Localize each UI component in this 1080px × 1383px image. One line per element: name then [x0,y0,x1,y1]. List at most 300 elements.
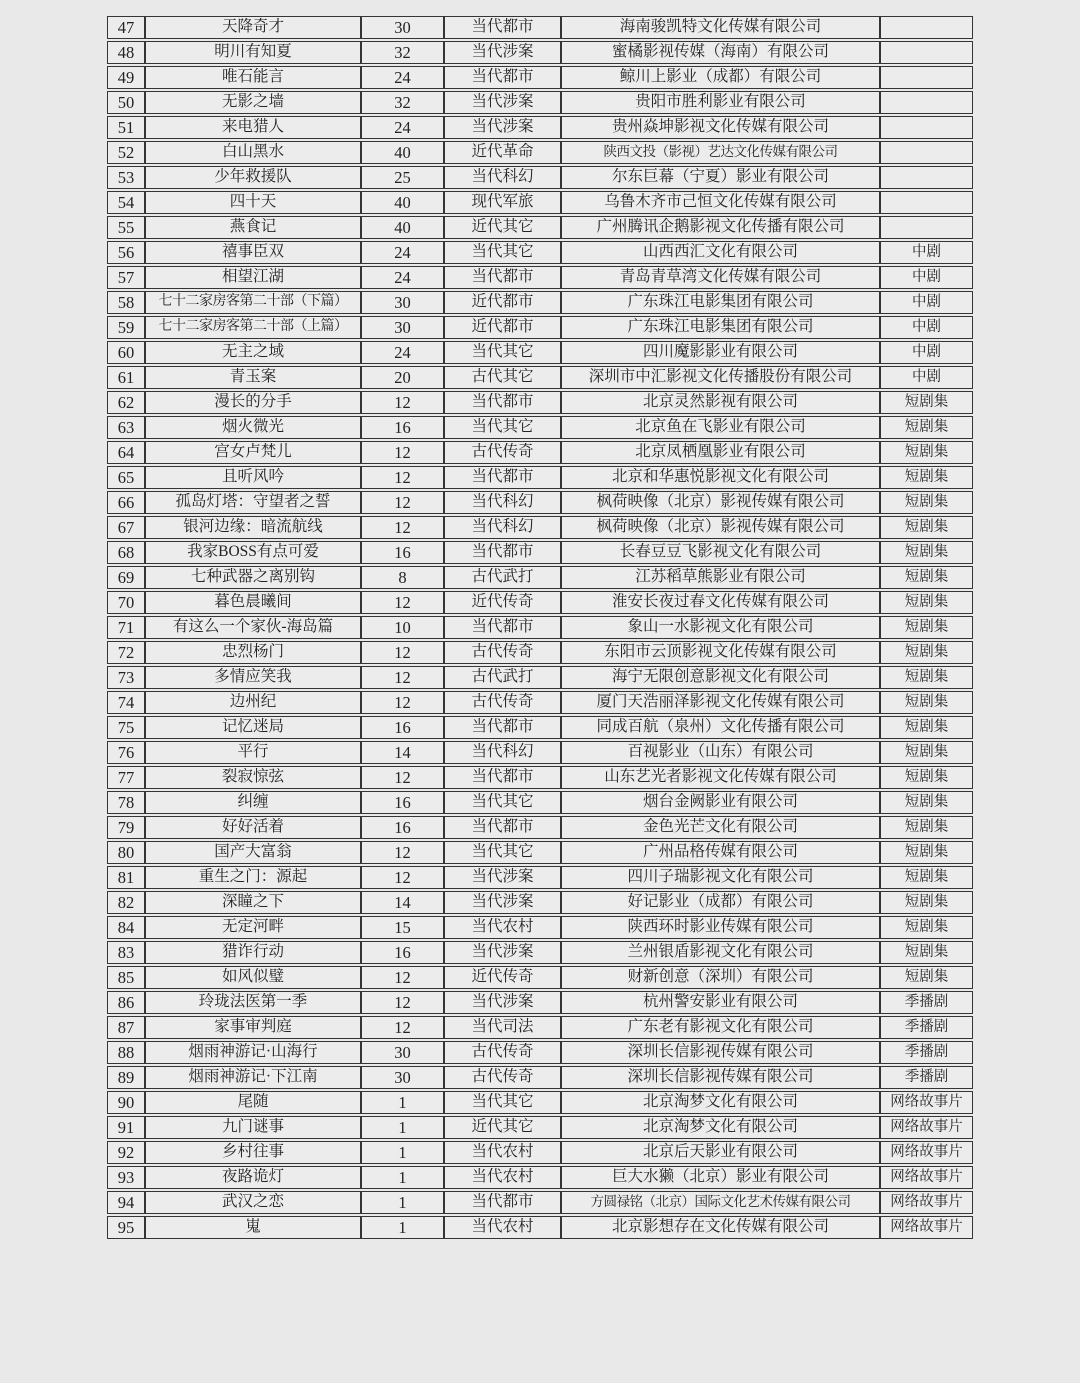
row-number-cell: 83 [107,941,145,964]
title-cell: 七十二家房客第二十部（上篇） [145,316,361,339]
company-cell: 北京凤栖凰影业有限公司 [561,441,880,464]
episodes-cell: 12 [361,866,444,889]
episodes-cell: 1 [361,1166,444,1189]
episodes-cell: 12 [361,966,444,989]
table-row [107,416,973,439]
company-cell: 北京淘梦文化有限公司 [561,1116,880,1139]
company-cell: 广州品格传媒有限公司 [561,841,880,864]
table-row [107,641,973,664]
title-cell: 禧事臣双 [145,241,361,264]
episodes-cell: 12 [361,1016,444,1039]
table-row [107,566,973,589]
episodes-cell: 30 [361,16,444,39]
title-cell: 烟雨神游记·山海行 [145,1041,361,1064]
category-cell: 网络故事片 [880,1216,973,1239]
table-row [107,141,973,164]
row-number-cell: 85 [107,966,145,989]
table-row [107,841,973,864]
row-number-cell: 51 [107,116,145,139]
genre-cell: 当代科幻 [444,741,561,764]
category-cell: 短剧集 [880,691,973,714]
category-cell: 短剧集 [880,591,973,614]
category-cell: 短剧集 [880,666,973,689]
table-row [107,291,973,314]
episodes-cell: 12 [361,766,444,789]
title-cell: 无定河畔 [145,916,361,939]
episodes-cell: 16 [361,816,444,839]
company-cell: 枫荷映像（北京）影视传媒有限公司 [561,516,880,539]
episodes-cell: 12 [361,641,444,664]
category-cell: 短剧集 [880,966,973,989]
episodes-cell: 30 [361,316,444,339]
title-cell: 重生之门：源起 [145,866,361,889]
genre-cell: 近代革命 [444,141,561,164]
table-row [107,941,973,964]
title-cell: 好好活着 [145,816,361,839]
company-cell: 深圳长信影视传媒有限公司 [561,1041,880,1064]
company-cell: 财新创意（深圳）有限公司 [561,966,880,989]
genre-cell: 当代都市 [444,1191,561,1214]
company-cell: 方圆禄铭（北京）国际文化艺术传媒有限公司 [561,1191,880,1214]
company-cell: 北京后天影业有限公司 [561,1141,880,1164]
table-row [107,166,973,189]
title-cell: 宫女卢梵儿 [145,441,361,464]
row-number-cell: 76 [107,741,145,764]
episodes-cell: 32 [361,91,444,114]
table-row [107,91,973,114]
category-cell: 短剧集 [880,741,973,764]
category-cell: 短剧集 [880,466,973,489]
row-number-cell: 68 [107,541,145,564]
table-row [107,66,973,89]
table-row [107,516,973,539]
genre-cell: 当代司法 [444,1016,561,1039]
company-cell: 山东艺光者影视文化传媒有限公司 [561,766,880,789]
table-row [107,266,973,289]
category-cell: 短剧集 [880,491,973,514]
genre-cell: 当代其它 [444,791,561,814]
title-cell: 白山黑水 [145,141,361,164]
genre-cell: 当代科幻 [444,491,561,514]
genre-cell: 近代传奇 [444,591,561,614]
company-cell: 北京灵然影视有限公司 [561,391,880,414]
episodes-cell: 30 [361,1066,444,1089]
genre-cell: 古代武打 [444,566,561,589]
row-number-cell: 88 [107,1041,145,1064]
row-number-cell: 75 [107,716,145,739]
title-cell: 孤岛灯塔：守望者之誓 [145,491,361,514]
title-cell: 忠烈杨门 [145,641,361,664]
category-cell [880,66,973,89]
category-cell: 中剧 [880,291,973,314]
episodes-cell: 16 [361,791,444,814]
episodes-cell: 14 [361,741,444,764]
table-row [107,1191,973,1214]
genre-cell: 当代涉案 [444,941,561,964]
row-number-cell: 71 [107,616,145,639]
episodes-cell: 16 [361,541,444,564]
row-number-cell: 58 [107,291,145,314]
category-cell: 短剧集 [880,441,973,464]
genre-cell: 古代武打 [444,666,561,689]
title-cell: 烟火微光 [145,416,361,439]
row-number-cell: 66 [107,491,145,514]
row-number-cell: 52 [107,141,145,164]
title-cell: 嵬 [145,1216,361,1239]
company-cell: 广东珠江电影集团有限公司 [561,316,880,339]
title-cell: 裂寂惊弦 [145,766,361,789]
category-cell: 中剧 [880,366,973,389]
genre-cell: 古代传奇 [444,1041,561,1064]
company-cell: 兰州银盾影视文化有限公司 [561,941,880,964]
category-cell: 短剧集 [880,616,973,639]
genre-cell: 古代传奇 [444,691,561,714]
category-cell [880,191,973,214]
genre-cell: 当代都市 [444,266,561,289]
title-cell: 如风似璧 [145,966,361,989]
row-number-cell: 94 [107,1191,145,1214]
company-cell: 乌鲁木齐市己恒文化传媒有限公司 [561,191,880,214]
company-cell: 海南骏凯特文化传媒有限公司 [561,16,880,39]
company-cell: 陕西文投（影视）艺达文化传媒有限公司 [561,141,880,164]
genre-cell: 当代其它 [444,241,561,264]
table-row [107,766,973,789]
company-cell: 北京和华惠悦影视文化有限公司 [561,466,880,489]
category-cell: 短剧集 [880,916,973,939]
genre-cell: 当代农村 [444,1166,561,1189]
title-cell: 七种武器之离别钩 [145,566,361,589]
row-number-cell: 78 [107,791,145,814]
genre-cell: 当代都市 [444,391,561,414]
row-number-cell: 87 [107,1016,145,1039]
genre-cell: 当代涉案 [444,41,561,64]
title-cell: 且听风吟 [145,466,361,489]
genre-cell: 当代涉案 [444,91,561,114]
category-cell: 短剧集 [880,391,973,414]
genre-cell: 当代涉案 [444,866,561,889]
episodes-cell: 12 [361,591,444,614]
row-number-cell: 70 [107,591,145,614]
episodes-cell: 1 [361,1116,444,1139]
row-number-cell: 92 [107,1141,145,1164]
genre-cell: 古代传奇 [444,641,561,664]
category-cell: 中剧 [880,316,973,339]
episodes-cell: 12 [361,991,444,1014]
company-cell: 巨大水獭（北京）影业有限公司 [561,1166,880,1189]
title-cell: 猎诈行动 [145,941,361,964]
table-row [107,816,973,839]
genre-cell: 当代都市 [444,541,561,564]
row-number-cell: 89 [107,1066,145,1089]
title-cell: 国产大富翁 [145,841,361,864]
title-cell: 有这么一个家伙-海岛篇 [145,616,361,639]
row-number-cell: 50 [107,91,145,114]
episodes-cell: 24 [361,341,444,364]
category-cell [880,91,973,114]
episodes-cell: 12 [361,491,444,514]
genre-cell: 当代都市 [444,816,561,839]
category-cell [880,16,973,39]
table-row [107,991,973,1014]
table-row [107,1116,973,1139]
table-row [107,1066,973,1089]
title-cell: 暮色晨曦间 [145,591,361,614]
table-row [107,1091,973,1114]
title-cell: 纠缠 [145,791,361,814]
row-number-cell: 57 [107,266,145,289]
company-cell: 海宁无限创意影视文化有限公司 [561,666,880,689]
row-number-cell: 55 [107,216,145,239]
row-number-cell: 48 [107,41,145,64]
category-cell: 短剧集 [880,891,973,914]
genre-cell: 当代其它 [444,1091,561,1114]
episodes-cell: 10 [361,616,444,639]
row-number-cell: 61 [107,366,145,389]
category-cell: 短剧集 [880,416,973,439]
company-cell: 金色光芒文化有限公司 [561,816,880,839]
title-cell: 来电猎人 [145,116,361,139]
category-cell: 季播剧 [880,1016,973,1039]
episodes-cell: 40 [361,191,444,214]
episodes-cell: 12 [361,841,444,864]
category-cell: 短剧集 [880,791,973,814]
episodes-cell: 24 [361,116,444,139]
table-row [107,916,973,939]
row-number-cell: 63 [107,416,145,439]
genre-cell: 当代其它 [444,341,561,364]
category-cell [880,41,973,64]
category-cell: 网络故事片 [880,1141,973,1164]
genre-cell: 当代都市 [444,616,561,639]
title-cell: 天降奇才 [145,16,361,39]
table-row [107,716,973,739]
episodes-cell: 8 [361,566,444,589]
row-number-cell: 64 [107,441,145,464]
title-cell: 尾随 [145,1091,361,1114]
table-row [107,1141,973,1164]
title-cell: 青玉案 [145,366,361,389]
episodes-cell: 30 [361,1041,444,1064]
company-cell: 同成百航（泉州）文化传播有限公司 [561,716,880,739]
row-number-cell: 72 [107,641,145,664]
company-cell: 长春豆豆飞影视文化有限公司 [561,541,880,564]
genre-cell: 当代其它 [444,841,561,864]
category-cell [880,141,973,164]
genre-cell: 当代都市 [444,66,561,89]
company-cell: 北京影想存在文化传媒有限公司 [561,1216,880,1239]
category-cell: 中剧 [880,241,973,264]
table-row [107,441,973,464]
episodes-cell: 12 [361,441,444,464]
company-cell: 深圳长信影视传媒有限公司 [561,1066,880,1089]
title-cell: 无影之墙 [145,91,361,114]
category-cell [880,166,973,189]
company-cell: 蜜橘影视传媒（海南）有限公司 [561,41,880,64]
episodes-cell: 15 [361,916,444,939]
episodes-cell: 16 [361,416,444,439]
episodes-cell: 1 [361,1216,444,1239]
genre-cell: 当代都市 [444,716,561,739]
company-cell: 广东珠江电影集团有限公司 [561,291,880,314]
row-number-cell: 53 [107,166,145,189]
table-row [107,866,973,889]
genre-cell: 近代传奇 [444,966,561,989]
row-number-cell: 80 [107,841,145,864]
row-number-cell: 81 [107,866,145,889]
title-cell: 记忆迷局 [145,716,361,739]
table-row [107,341,973,364]
title-cell: 银河边缘：暗流航线 [145,516,361,539]
title-cell: 平行 [145,741,361,764]
episodes-cell: 40 [361,216,444,239]
company-cell: 象山一水影视文化有限公司 [561,616,880,639]
episodes-cell: 24 [361,241,444,264]
genre-cell: 近代其它 [444,216,561,239]
title-cell: 我家BOSS有点可爱 [145,541,361,564]
episodes-cell: 14 [361,891,444,914]
category-cell: 短剧集 [880,941,973,964]
table-row [107,891,973,914]
company-cell: 厦门天浩丽泽影视文化传媒有限公司 [561,691,880,714]
table-row [107,41,973,64]
registry-table-body [107,16,973,1239]
table-row [107,541,973,564]
table-row [107,191,973,214]
episodes-cell: 30 [361,291,444,314]
category-cell: 短剧集 [880,641,973,664]
row-number-cell: 59 [107,316,145,339]
title-cell: 唯石能言 [145,66,361,89]
category-cell [880,116,973,139]
episodes-cell: 20 [361,366,444,389]
row-number-cell: 84 [107,916,145,939]
genre-cell: 当代其它 [444,416,561,439]
category-cell: 季播剧 [880,1066,973,1089]
category-cell: 短剧集 [880,866,973,889]
company-cell: 北京淘梦文化有限公司 [561,1091,880,1114]
episodes-cell: 1 [361,1191,444,1214]
episodes-cell: 12 [361,666,444,689]
category-cell: 网络故事片 [880,1091,973,1114]
genre-cell: 古代传奇 [444,441,561,464]
episodes-cell: 12 [361,516,444,539]
category-cell: 短剧集 [880,716,973,739]
company-cell: 北京鱼在飞影业有限公司 [561,416,880,439]
title-cell: 玲珑法医第一季 [145,991,361,1014]
company-cell: 好记影业（成都）有限公司 [561,891,880,914]
episodes-cell: 12 [361,691,444,714]
drama-registry-table [107,14,973,1241]
category-cell: 短剧集 [880,841,973,864]
company-cell: 广东老有影视文化有限公司 [561,1016,880,1039]
company-cell: 山西西汇文化有限公司 [561,241,880,264]
genre-cell: 当代涉案 [444,116,561,139]
company-cell: 青岛青草湾文化传媒有限公司 [561,266,880,289]
table-row [107,666,973,689]
title-cell: 边州纪 [145,691,361,714]
category-cell: 网络故事片 [880,1191,973,1214]
table-row [107,966,973,989]
table-row [107,591,973,614]
company-cell: 百视影业（山东）有限公司 [561,741,880,764]
episodes-cell: 40 [361,141,444,164]
row-number-cell: 67 [107,516,145,539]
title-cell: 相望江湖 [145,266,361,289]
company-cell: 深圳市中汇影视文化传播股份有限公司 [561,366,880,389]
row-number-cell: 54 [107,191,145,214]
category-cell: 短剧集 [880,766,973,789]
title-cell: 四十天 [145,191,361,214]
company-cell: 广州腾讯企鹅影视文化传播有限公司 [561,216,880,239]
company-cell: 四川子瑞影视文化有限公司 [561,866,880,889]
category-cell: 中剧 [880,266,973,289]
row-number-cell: 74 [107,691,145,714]
company-cell: 尔东巨幕（宁夏）影业有限公司 [561,166,880,189]
genre-cell: 近代其它 [444,1116,561,1139]
row-number-cell: 95 [107,1216,145,1239]
company-cell: 江苏稻草熊影业有限公司 [561,566,880,589]
genre-cell: 当代农村 [444,916,561,939]
row-number-cell: 69 [107,566,145,589]
genre-cell: 近代都市 [444,291,561,314]
category-cell: 短剧集 [880,516,973,539]
table-row [107,466,973,489]
episodes-cell: 12 [361,391,444,414]
episodes-cell: 16 [361,716,444,739]
title-cell: 七十二家房客第二十部（下篇） [145,291,361,314]
row-number-cell: 73 [107,666,145,689]
table-row [107,1216,973,1239]
episodes-cell: 1 [361,1141,444,1164]
table-row [107,366,973,389]
company-cell: 陕西环时影业传媒有限公司 [561,916,880,939]
episodes-cell: 32 [361,41,444,64]
title-cell: 家事审判庭 [145,1016,361,1039]
title-cell: 武汉之恋 [145,1191,361,1214]
company-cell: 杭州警安影业有限公司 [561,991,880,1014]
row-number-cell: 79 [107,816,145,839]
episodes-cell: 12 [361,466,444,489]
row-number-cell: 86 [107,991,145,1014]
title-cell: 夜路诡灯 [145,1166,361,1189]
genre-cell: 当代科幻 [444,166,561,189]
title-cell: 无主之域 [145,341,361,364]
category-cell: 短剧集 [880,566,973,589]
company-cell: 贵阳市胜利影业有限公司 [561,91,880,114]
genre-cell: 当代都市 [444,16,561,39]
title-cell: 乡村往事 [145,1141,361,1164]
company-cell: 鲸川上影业（成都）有限公司 [561,66,880,89]
row-number-cell: 93 [107,1166,145,1189]
company-cell: 枫荷映像（北京）影视传媒有限公司 [561,491,880,514]
company-cell: 贵州焱坤影视文化传媒有限公司 [561,116,880,139]
row-number-cell: 82 [107,891,145,914]
genre-cell: 现代军旅 [444,191,561,214]
table-row [107,791,973,814]
row-number-cell: 60 [107,341,145,364]
row-number-cell: 77 [107,766,145,789]
category-cell: 季播剧 [880,1041,973,1064]
table-row [107,391,973,414]
genre-cell: 当代农村 [444,1216,561,1239]
table-row [107,741,973,764]
title-cell: 深瞳之下 [145,891,361,914]
title-cell: 九门谜事 [145,1116,361,1139]
table-row [107,616,973,639]
title-cell: 多情应笑我 [145,666,361,689]
row-number-cell: 49 [107,66,145,89]
title-cell: 少年救援队 [145,166,361,189]
